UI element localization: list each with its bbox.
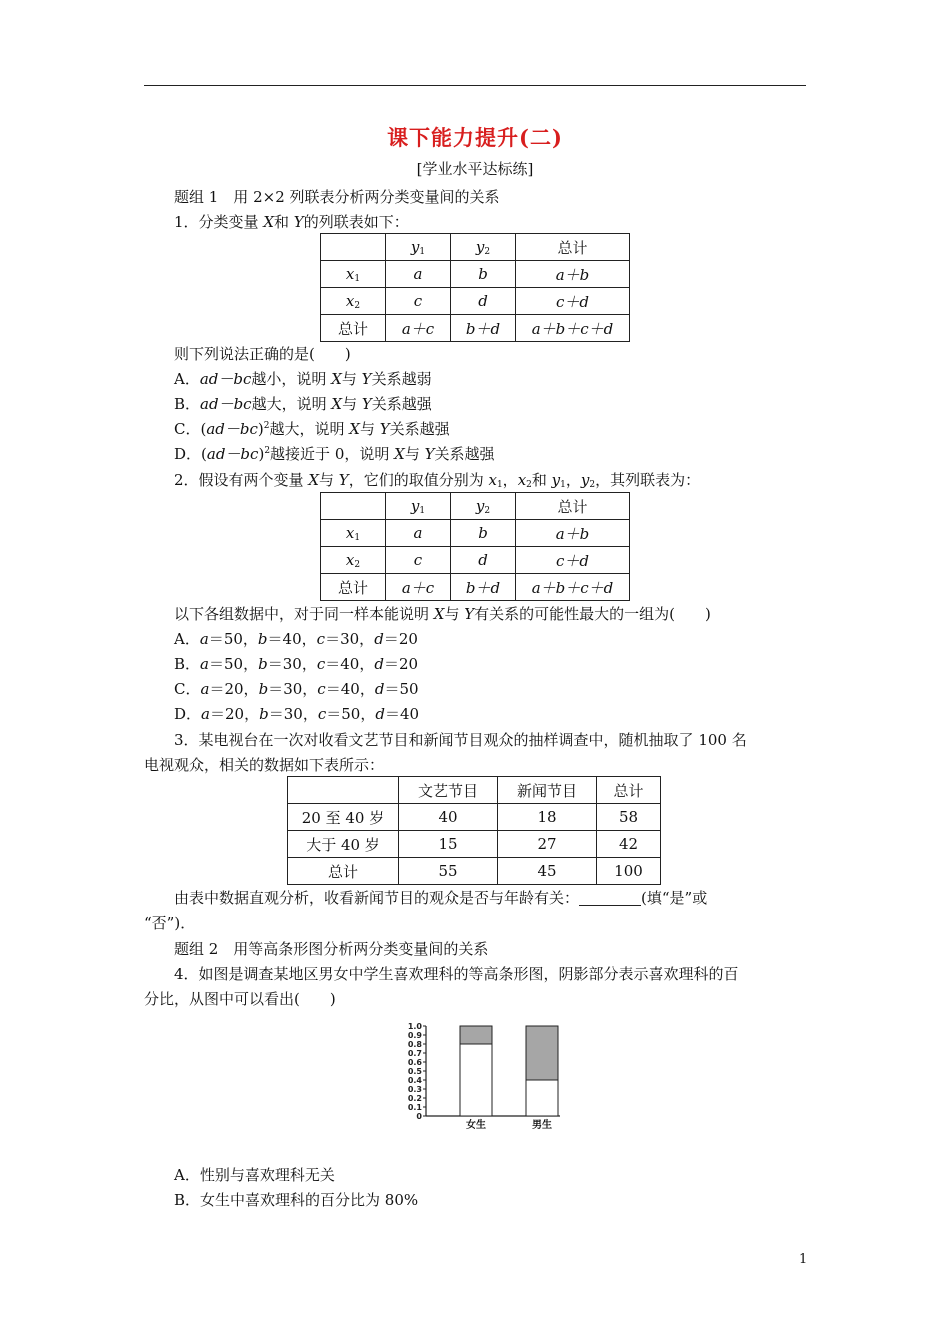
- page-number: 1: [799, 1252, 808, 1267]
- q2-contingency-table: $y_1$ $y_2$ 总计 $x_1$ a b a＋b $x_2$ c d c＋d 总计 a＋c b＋d a＋b＋c＋d: [320, 492, 630, 601]
- y-tick-label: 0.3: [407, 1085, 422, 1094]
- q2-option-a: A．a＝50，b＝40，c＝30，d＝20: [174, 630, 418, 648]
- top-rule: [144, 85, 806, 86]
- y-tick-label: 0.9: [407, 1031, 422, 1040]
- q3-question-end: “否”)．: [144, 914, 196, 932]
- y-tick-label: 0.8: [407, 1040, 422, 1049]
- q3-stem-line1: 3．某电视台在一次对收看文艺节目和新闻节目观众的抽样调查中，随机抽取了 100 名: [174, 731, 747, 749]
- category-label: 女生: [466, 1120, 486, 1130]
- q1-option-d: D．$(ad-bc)^2$越接近于 0，说明 X与 Y关系越强: [174, 445, 495, 463]
- q1-option-b: B．ad－bc越大，说明 X与 Y关系越强: [174, 395, 432, 413]
- q4-option-b: B．女生中喜欢理科的百分比为 80%: [174, 1191, 419, 1209]
- q2-stem: 2．假设有两个变量 X与 Y，它们的取值分别为 $x_1$，$x_2$和 $y_1$，$y_2$，其列联表为：: [174, 471, 701, 490]
- q1-stem: 1．分类变量 X和 Y的列联表如下：: [174, 213, 409, 231]
- q2-option-c: C．a＝20，b＝30，c＝40，d＝50: [174, 680, 419, 698]
- y-tick-label: 0.4: [407, 1076, 422, 1085]
- y-tick-label: 0.2: [407, 1094, 422, 1103]
- bar-segment: [460, 1044, 492, 1116]
- q3-question: 由表中数据直观分析，收看新闻节目的观众是否与年龄有关： (填“是”或: [174, 889, 708, 907]
- bar-segment: [526, 1026, 558, 1080]
- q3-stem-line2: 电视观众，相关的数据如下表所示：: [144, 756, 385, 774]
- q2-option-d: D．a＝20，b＝30，c＝50，d＝40: [174, 705, 420, 723]
- bar-segment: [460, 1026, 492, 1044]
- y-tick-label: 1.0: [407, 1022, 422, 1031]
- section-subtitle: [学业水平达标练]: [416, 160, 534, 178]
- q4-option-a: A．性别与喜欢理科无关: [174, 1166, 335, 1184]
- y-tick-label: 0.5: [407, 1067, 422, 1076]
- group2-heading: 题组 2 用等高条形图分析两分类变量间的关系: [174, 940, 489, 958]
- q1-contingency-table: $y_1$ $y_2$ 总计 $x_1$ a b a＋b $x_2$ c d c＋d 总计 a＋c b＋d a＋b＋c＋d: [320, 233, 630, 342]
- q4-stem-line1: 4．如图是调查某地区男女中学生喜欢理科的等高条形图，阴影部分表示喜欢理科的百: [174, 965, 739, 983]
- stacked-bar-chart: [400, 1018, 580, 1130]
- q2-option-b: B．a＝50，b＝30，c＝40，d＝20: [174, 655, 419, 673]
- q1-option-a: A．ad－bc越小，说明 X与 Y关系越弱: [174, 370, 432, 388]
- y-tick-label: 0: [416, 1112, 422, 1121]
- category-label: 男生: [532, 1120, 552, 1130]
- q3-data-table: 文艺节目 新闻节目 总计 20 至 40 岁 40 18 58 大于 40 岁 15 27 42 总计 55 45 100: [287, 776, 661, 885]
- q2-prompt: 以下各组数据中，对于同一样本能说明 X与 Y有关系的可能性最大的一组为( ): [174, 605, 711, 623]
- q1-prompt: 则下列说法正确的是( ): [174, 345, 351, 363]
- q4-stem-line2: 分比，从图中可以看出( ): [144, 990, 336, 1008]
- answer-blank[interactable]: [579, 891, 641, 906]
- group1-heading: 题组 1 用 2×2 列联表分析两分类变量间的关系: [174, 188, 500, 206]
- y-tick-label: 0.7: [407, 1049, 422, 1058]
- y-tick-label: 0.6: [407, 1058, 422, 1067]
- y-tick-label: 0.1: [407, 1103, 422, 1112]
- bar-segment: [526, 1080, 558, 1116]
- page-title: 课下能力提升(二): [387, 125, 563, 150]
- q1-option-c: C．$(ad-bc)^2$越大，说明 X与 Y关系越强: [174, 420, 450, 438]
